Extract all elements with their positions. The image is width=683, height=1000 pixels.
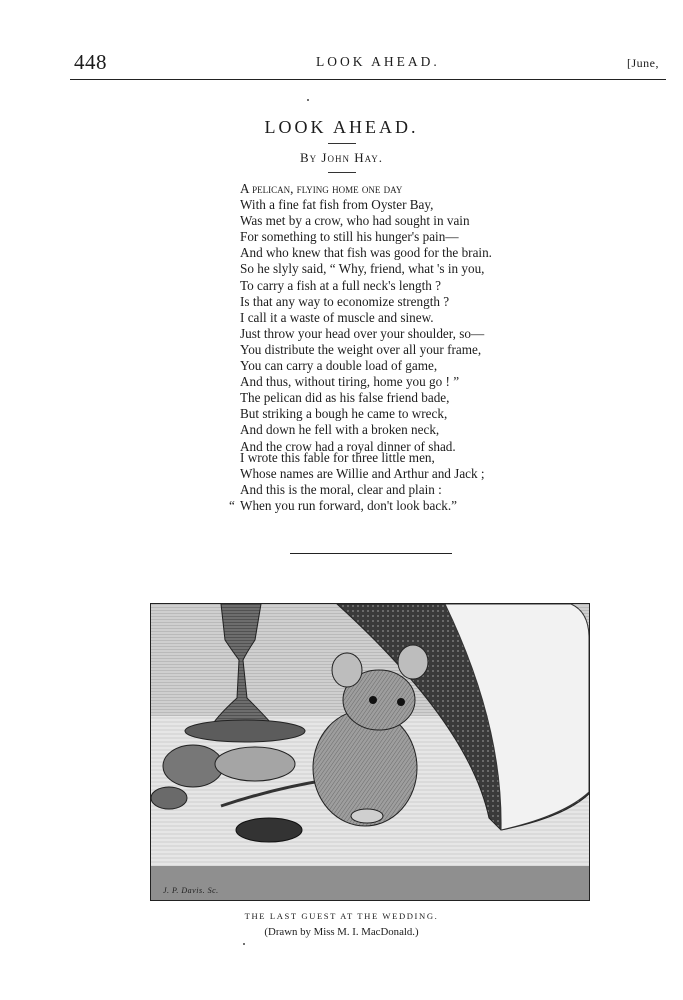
section-divider (290, 553, 452, 554)
poem-line: And this is the moral, clear and plain : (240, 482, 442, 498)
nut (151, 787, 187, 809)
print-speck (307, 99, 309, 101)
poem-line: To carry a fish at a full neck's length ? (240, 277, 442, 293)
poem-line: You can carry a double load of game, (240, 358, 438, 374)
figure-caption: THE LAST GUEST AT THE WEDDING. (244, 911, 439, 921)
poem-line: I wrote this fable for three little men, (240, 450, 435, 465)
page-number: 448 (74, 50, 107, 74)
poem-line: But striking a bough he came to wreck, (240, 406, 448, 422)
poem-line: For something to still his hunger's pain— (240, 229, 459, 245)
poem-line: The pelican did as his false friend bade, (240, 390, 450, 406)
mouse-foot (351, 809, 383, 823)
print-speck (243, 943, 245, 945)
figure-credit: (Drawn by Miss M. I. MacDonald.) (264, 926, 419, 938)
poem-line: So he slyly said, “ Why, friend, what 's in you, (240, 261, 485, 277)
poem-line: I call it a waste of muscle and sinew. (240, 309, 434, 325)
poem-line: With a fine fat fish from Oyster Bay, (240, 197, 434, 213)
mouse-ear (332, 653, 362, 687)
running-head (0, 0, 683, 80)
poem-line: Just throw your head over your shoulder, so— (240, 325, 485, 341)
engraving-artwork (151, 604, 589, 900)
header-rule (70, 79, 666, 80)
nut (215, 747, 295, 781)
running-title: LOOK AHEAD. (316, 54, 440, 69)
poem-line-text: A pelican, flying home one day (240, 181, 403, 196)
running-month: [June, (627, 56, 659, 70)
poem-line: And the crow had a royal dinner of shad. (240, 438, 456, 454)
poem-line: Is that any way to economize strength ? (240, 293, 450, 309)
poem-line: And who knew that fish was good for the brain. (240, 245, 492, 261)
poem-line (240, 181, 492, 197)
title-rule (328, 143, 356, 144)
glass-base (185, 720, 305, 742)
nut (163, 745, 223, 787)
poem-title: LOOK AHEAD. (264, 117, 419, 137)
byline-rule (328, 172, 356, 173)
poem-line: Whose names are Willie and Arthur and Jack ; (240, 466, 485, 482)
poem-stanza-2 (240, 450, 485, 514)
raisin (236, 818, 302, 842)
poem-line: And thus, without tiring, home you go ! ” (240, 374, 460, 390)
mouse-eye (369, 696, 377, 704)
moral-open-quote: “ (229, 498, 235, 513)
poem-line: When you run forward, don't look back.” (240, 498, 457, 514)
poem-line: Was met by a crow, who had sought in vain (240, 213, 470, 229)
poem-line: You distribute the weight over all your frame, (240, 341, 482, 357)
engraver-signature: J. P. Davis. Sc. (163, 886, 219, 895)
mouse-eye (397, 698, 405, 706)
poem-byline: By John Hay. (299, 150, 384, 165)
poem-stanza-1 (240, 181, 492, 455)
illustration-mouse-engraving (150, 603, 590, 901)
poem-line: And down he fell with a broken neck, (240, 422, 440, 438)
mouse-ear (398, 645, 428, 679)
